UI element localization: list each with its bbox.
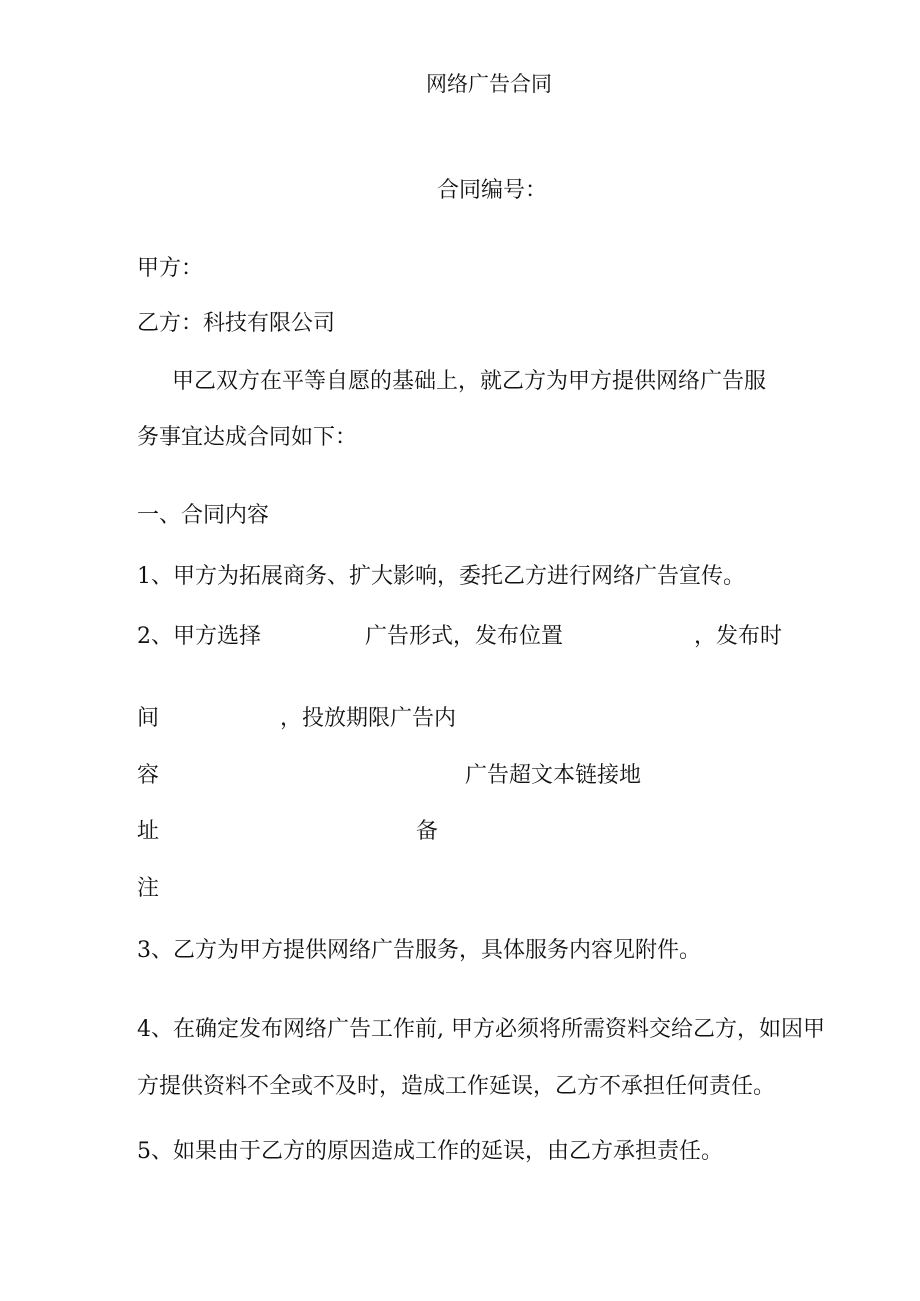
contract-number-label: 合同编号： (437, 178, 548, 203)
party-b-line: 乙方：科技有限公司 (137, 311, 336, 336)
clause-2-part-3: ，发布时 (694, 624, 783, 649)
clause-2-part-1: 2、甲方选择 (137, 624, 261, 649)
clause-2-part-8: 址 (137, 819, 160, 844)
intro-paragraph-line-2: 务事宜达成合同如下： (137, 425, 358, 450)
clause-4-line-2: 方提供资料不全或不及时，造成工作延误，乙方不承担任何责任。 (137, 1074, 776, 1099)
clause-2-part-10: 注 (137, 876, 160, 901)
intro-paragraph-line-1: 甲乙双方在平等自愿的基础上，就乙方为甲方提供网络广告服 (172, 369, 767, 394)
clause-2-part-7: 广告超文本链接地 (465, 763, 642, 788)
clause-3: 3、乙方为甲方提供网络广告服务，具体服务内容见附件。 (137, 938, 701, 963)
document-title: 网络广告合同 (426, 72, 552, 96)
section-1-heading: 一、合同内容 (137, 503, 270, 528)
clause-2-part-5: ，投放期限广告内 (280, 706, 457, 731)
party-a-label: 甲方： (137, 256, 204, 281)
clause-5: 5、如果由于乙方的原因造成工作的延误，由乙方承担责任。 (137, 1139, 723, 1164)
clause-2-part-2: 广告形式，发布位置 (365, 624, 564, 649)
clause-4-line-1: 4、在确定发布网络广告工作前, 甲方必须将所需资料交给乙方，如因甲 (137, 1017, 825, 1042)
clause-2-part-9: 备 (416, 819, 439, 844)
clause-2-part-6: 容 (137, 763, 160, 788)
clause-2-part-4: 间 (137, 706, 160, 731)
clause-1: 1、甲方为拓展商务、扩大影响，委托乙方进行网络广告宣传。 (137, 564, 745, 589)
